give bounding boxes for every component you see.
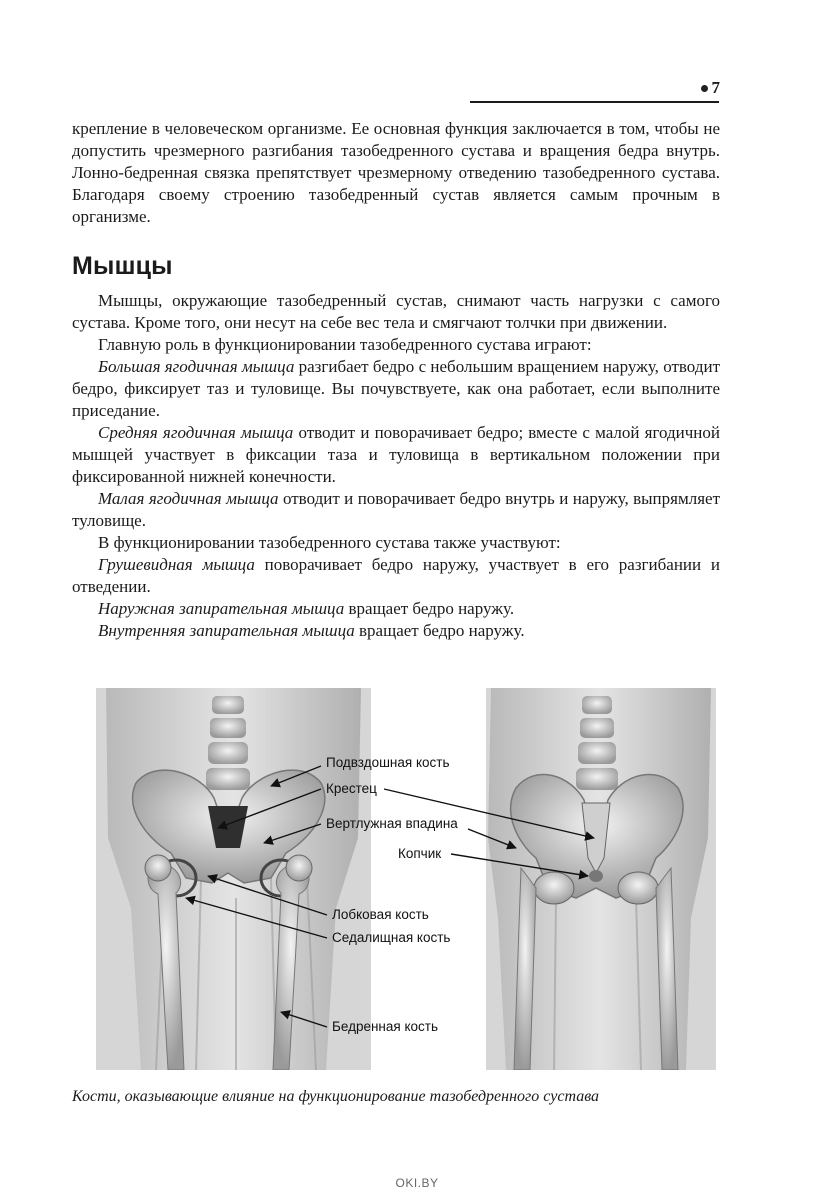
label-ilium: Подвздошная кость <box>326 755 450 770</box>
paragraph: Внутренняя запирательная мышца вращает бедро наружу. <box>98 621 525 640</box>
section-body <box>72 290 720 642</box>
paragraph: Главную роль в функционировании тазобедренного сустава играют: <box>98 335 592 354</box>
back-view <box>486 688 716 1070</box>
section-heading: Мышцы <box>72 252 173 280</box>
page-number: 7 <box>701 78 721 98</box>
label-pubis: Лобковая кость <box>332 907 429 922</box>
paragraph: Наружная запирательная мышца вращает бедро наружу. <box>98 599 515 618</box>
bullet-dot-icon <box>701 85 708 92</box>
front-view <box>96 688 371 1070</box>
label-acetabulum: Вертлужная впадина <box>326 816 458 831</box>
figure-caption: Кости, оказывающие влияние на функционирование тазобедренного сустава <box>72 1088 600 1105</box>
paragraph: Средняя ягодичная мышца отводит и поворачивает бедро; вместе с малой ягодичной мышцей участвует в фиксации таза и туловища в вертикальном положении при фиксированной нижней конечности. <box>72 423 720 486</box>
front-spine <box>206 696 250 790</box>
watermark: OKI.BY <box>395 1176 439 1190</box>
pelvis-illustration <box>96 688 716 1070</box>
label-sacrum: Крестец <box>326 781 377 796</box>
label-ischium: Седалищная кость <box>332 930 451 945</box>
paragraph: Грушевидная мышца поворачивает бедро наружу, участвует в его разгибании и отведении. <box>72 555 720 596</box>
paragraph: Мышцы, окружающие тазобедренный сустав, снимают часть нагрузки с самого сустава. Кроме того, они несут на себе вес тела и смягчают толчки при движении. <box>72 291 720 332</box>
label-coccyx: Копчик <box>398 846 442 861</box>
back-spine <box>576 696 618 790</box>
intro-paragraph: крепление в человеческом организме. Ее основная функция заключается в том, чтобы не допустить чрезмерного разгибания тазобедренного сустава и вращения бедра внутрь. Лонно-бедренная связка препятствует чрезмерному отведению тазобедренного сустава. Благодаря своему строению тазобедренный сустав является самым прочным в организме. <box>72 119 720 226</box>
paragraph: В функционировании тазобедренного сустава также участвуют: <box>98 533 561 552</box>
label-femur: Бедренная кость <box>332 1019 438 1034</box>
paragraph: Малая ягодичная мышца отводит и поворачивает бедро внутрь и наружу, выпрямляет туловище. <box>72 489 721 530</box>
header-rule <box>470 101 719 103</box>
anatomy-figure <box>96 688 716 1070</box>
paragraph: Большая ягодичная мышца разгибает бедро с небольшим вращением наружу, отводит бедро, фиксирует таз и туловище. Вы почувствуете, как она работает, если выполните приседание. <box>72 357 720 420</box>
